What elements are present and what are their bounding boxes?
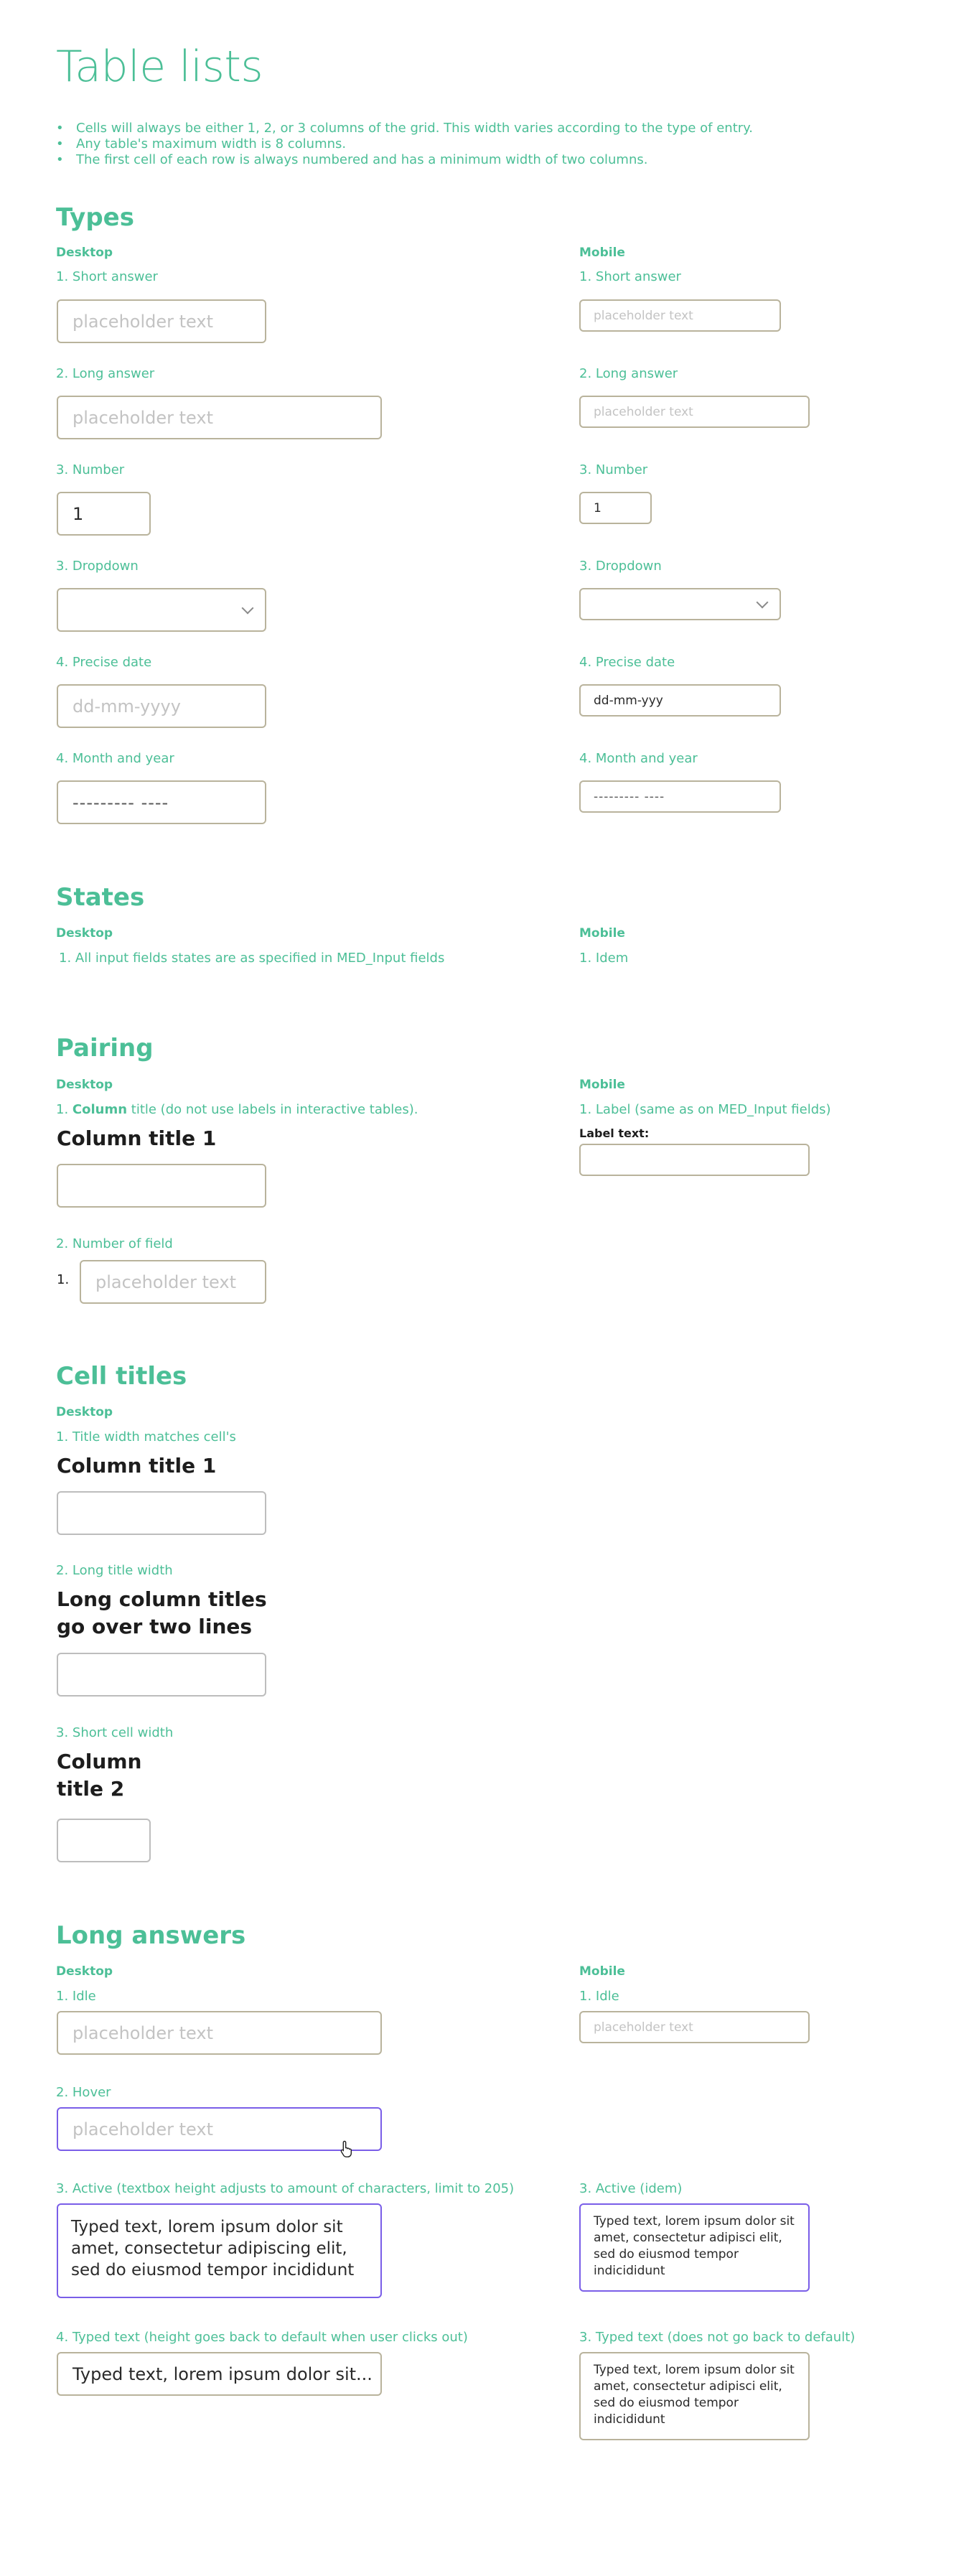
long-answer-label-mobile: 2. Long answer xyxy=(579,366,678,381)
desktop-label: Desktop xyxy=(56,926,113,941)
long-answer-idle-mobile[interactable] xyxy=(579,2011,810,2043)
bullet-item: • The first cell of each row is always numbered and has a minimum width of two columns. xyxy=(56,152,753,168)
hover-label: 2. Hover xyxy=(56,2085,111,2100)
column-title: Column title 1 xyxy=(57,1454,217,1478)
placeholder: placeholder text xyxy=(72,2022,213,2043)
active-label-desktop: 3. Active (textbox height adjusts to amount of characters, limit to 205) xyxy=(56,2181,515,2196)
short-title-line: title 2 xyxy=(57,1777,125,1801)
mobile-label: Mobile xyxy=(579,1964,625,1979)
section-heading-cell-titles: Cell titles xyxy=(56,1362,187,1391)
typed-text: Typed text, lorem ipsum dolor sit... xyxy=(72,2363,373,2384)
long-answer-typed-mobile[interactable] xyxy=(579,2352,810,2440)
cell-input-long-title[interactable] xyxy=(57,1653,266,1697)
numbered-cell-input[interactable] xyxy=(80,1260,266,1304)
pairing-mobile-item1: 1. Label (same as on MED_Input fields) xyxy=(579,1102,831,1117)
placeholder: placeholder text xyxy=(594,404,693,419)
long-answer-active-mobile[interactable] xyxy=(579,2203,810,2292)
desktop-label: Desktop xyxy=(56,1078,113,1092)
long-column-title xyxy=(57,1586,267,1641)
mobile-label: Mobile xyxy=(579,1078,625,1092)
month-year-input-mobile[interactable] xyxy=(579,780,781,813)
typed-text: Typed text, lorem ipsum dolor sit amet, consectetur adipisci elit, sed do eiusmod tempor indicididunt xyxy=(594,2214,795,2278)
short-answer-input-mobile[interactable] xyxy=(579,299,781,332)
cell-title-item2: 2. Long title width xyxy=(56,1563,173,1578)
cell-title-item3: 3. Short cell width xyxy=(56,1725,174,1740)
typed-label-desktop: 4. Typed text (height goes back to default when user clicks out) xyxy=(56,2330,468,2345)
short-title-line: Column xyxy=(57,1750,142,1773)
date-value: dd-mm-yyy xyxy=(594,693,663,708)
month-year-mask: --------- ---- xyxy=(72,792,169,813)
month-year-label-mobile: 4. Month and year xyxy=(579,751,698,766)
month-year-label: 4. Month and year xyxy=(56,751,174,766)
number-input-mobile[interactable] xyxy=(579,492,652,524)
bullet-item: • Any table's maximum width is 8 columns. xyxy=(56,136,753,152)
placeholder: placeholder text xyxy=(594,2020,693,2035)
month-year-input-desktop[interactable] xyxy=(57,780,266,824)
typed-text: Typed text, lorem ipsum dolor sit amet, consectetur adipiscing elit, sed do eiusmod tempor incididunt xyxy=(71,2218,355,2279)
short-column-title xyxy=(57,1748,141,1803)
month-year-mask: --------- ---- xyxy=(594,789,665,804)
column-title: Column title 1 xyxy=(57,1126,217,1150)
precise-date-label-mobile: 4. Precise date xyxy=(579,655,675,670)
row-number: 1. xyxy=(57,1272,70,1287)
typed-text: Typed text, lorem ipsum dolor sit amet, consectetur adipisci elit, sed do eiusmod tempor indicididunt xyxy=(594,2363,795,2427)
pairing-desktop-item1 xyxy=(56,1102,418,1117)
placeholder: placeholder text xyxy=(594,308,693,323)
desktop-label: Desktop xyxy=(56,246,113,260)
number-value: 1 xyxy=(72,503,84,524)
number-label: 3. Number xyxy=(56,462,125,477)
active-label-mobile: 3. Active (idem) xyxy=(579,2181,683,2196)
states-mobile-text: 1. Idem xyxy=(579,951,629,966)
placeholder: placeholder text xyxy=(72,407,213,428)
cell-input-short[interactable] xyxy=(57,1819,151,1862)
chevron-down-icon xyxy=(757,596,769,608)
long-answer-idle-desktop[interactable] xyxy=(57,2011,382,2055)
mobile-label: Mobile xyxy=(579,926,625,941)
dropdown-label-mobile: 3. Dropdown xyxy=(579,559,662,574)
precise-date-input-mobile[interactable] xyxy=(579,684,781,717)
typed-label-mobile: 3. Typed text (does not go back to default) xyxy=(579,2330,856,2345)
long-answer-input-mobile[interactable] xyxy=(579,396,810,428)
pairing-mobile-input[interactable] xyxy=(579,1144,810,1176)
long-answer-active-desktop[interactable] xyxy=(57,2203,382,2298)
short-answer-input-desktop[interactable] xyxy=(57,299,266,343)
placeholder: placeholder text xyxy=(72,311,213,332)
dropdown-select-mobile[interactable] xyxy=(579,588,781,620)
long-answer-input-desktop[interactable] xyxy=(57,396,382,439)
long-title-line: go over two lines xyxy=(57,1615,253,1638)
short-answer-label: 1. Short answer xyxy=(56,269,158,284)
number-of-field-label: 2. Number of field xyxy=(56,1236,173,1251)
precise-date-label: 4. Precise date xyxy=(56,655,152,670)
desktop-label: Desktop xyxy=(56,1964,113,1979)
section-heading-states: States xyxy=(56,883,145,912)
pairing-cell-input[interactable] xyxy=(57,1164,266,1208)
chevron-down-icon xyxy=(242,602,254,614)
placeholder: placeholder text xyxy=(95,1271,236,1292)
section-heading-pairing: Pairing xyxy=(56,1034,154,1063)
item-bold: Column xyxy=(72,1102,128,1117)
placeholder: placeholder text xyxy=(72,2119,213,2139)
precise-date-input-desktop[interactable] xyxy=(57,684,266,728)
page-title: Table lists xyxy=(56,42,263,92)
number-label-mobile: 3. Number xyxy=(579,462,648,477)
states-desktop-text: 1. All input fields states are as specified in MED_Input fields xyxy=(59,951,445,966)
cell-input-3col[interactable] xyxy=(57,1491,266,1535)
idle-label: 1. Idle xyxy=(56,1989,96,2004)
cell-title-item1: 1. Title width matches cell's xyxy=(56,1429,236,1445)
mobile-label-text: Label text: xyxy=(579,1126,650,1140)
section-heading-long-answers: Long answers xyxy=(56,1921,246,1950)
long-title-line: Long column titles xyxy=(57,1587,267,1611)
number-value: 1 xyxy=(594,500,601,515)
dropdown-label: 3. Dropdown xyxy=(56,559,139,574)
long-answer-hover-desktop[interactable] xyxy=(57,2107,382,2151)
mobile-label: Mobile xyxy=(579,246,625,260)
item-prefix: 1. xyxy=(56,1102,72,1117)
bullet-item: • Cells will always be either 1, 2, or 3 columns of the grid. This width varies according to the type of entry. xyxy=(56,121,753,136)
number-input-desktop[interactable] xyxy=(57,492,151,536)
long-answer-typed-desktop[interactable] xyxy=(57,2352,382,2396)
short-answer-label-mobile: 1. Short answer xyxy=(579,269,681,284)
idle-label-mobile: 1. Idle xyxy=(579,1989,619,2004)
desktop-label: Desktop xyxy=(56,1405,113,1419)
item-rest: title (do not use labels in interactive tables). xyxy=(127,1102,418,1117)
section-heading-types: Types xyxy=(56,203,134,232)
long-answer-label: 2. Long answer xyxy=(56,366,155,381)
intro-bullets xyxy=(56,121,753,168)
date-placeholder: dd-mm-yyyy xyxy=(72,696,181,717)
dropdown-select-desktop[interactable] xyxy=(57,588,266,632)
hand-pointer-icon xyxy=(340,2140,355,2157)
